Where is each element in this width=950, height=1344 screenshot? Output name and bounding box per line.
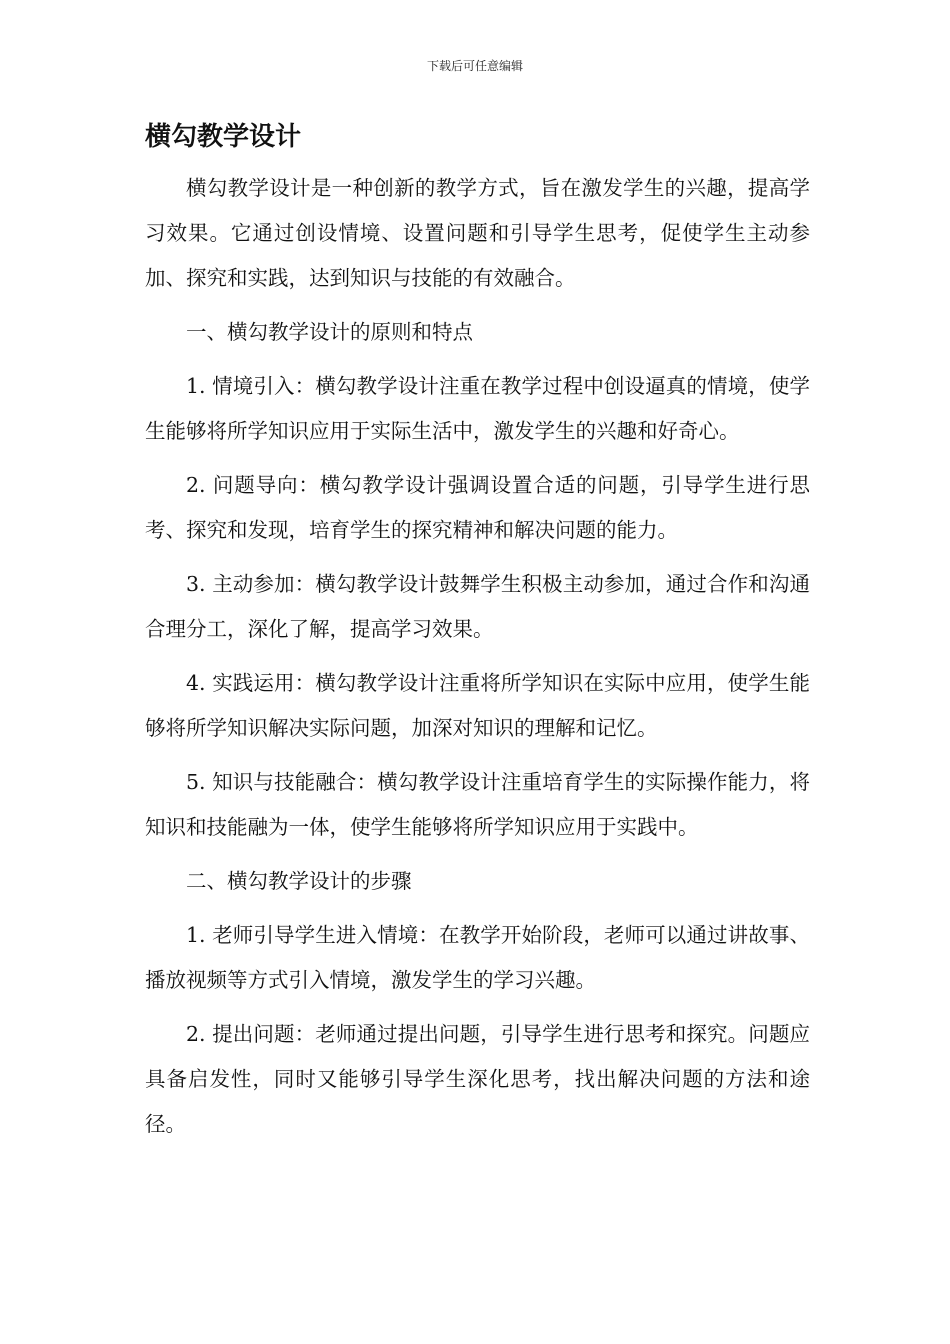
step-item-2: 2. 提出问题：老师通过提出问题，引导学生进行思考和探究。问题应具备启发性，同时又能够引导学生深化思考，找出解决问题的方法和途径。 xyxy=(145,1022,810,1136)
principle-item-4: 4. 实践运用：横勾教学设计注重将所学知识在实际中应用，使学生能够将所学知识解决实际问题，加深对知识的理解和记忆。 xyxy=(145,671,810,740)
section-heading-principles: 一、横勾教学设计的原则和特点 xyxy=(186,320,473,344)
section-heading-steps: 二、横勾教学设计的步骤 xyxy=(186,869,412,893)
document-title: 横勾教学设计 xyxy=(145,122,302,152)
principle-item-3: 3. 主动参加：横勾教学设计鼓舞学生积极主动参加，通过合作和沟通合理分工，深化了解，提高学习效果。 xyxy=(145,572,810,641)
principle-item-5: 5. 知识与技能融合：横勾教学设计注重培育学生的实际操作能力，将知识和技能融为一体，使学生能够将所学知识应用于实践中。 xyxy=(145,770,810,839)
step-item-1: 1. 老师引导学生进入情境：在教学开始阶段，老师可以通过讲故事、播放视频等方式引入情境，激发学生的学习兴趣。 xyxy=(145,923,810,992)
page-header-note: 下载后可任意编辑 xyxy=(426,59,523,73)
principle-item-2: 2. 问题导向：横勾教学设计强调设置合适的问题，引导学生进行思考、探究和发现，培育学生的探究精神和解决问题的能力。 xyxy=(145,473,810,542)
intro-paragraph: 横勾教学设计是一种创新的教学方式，旨在激发学生的兴趣，提高学习效果。它通过创设情境、设置问题和引导学生思考，促使学生主动参加、探究和实践，达到知识与技能的有效融合。 xyxy=(145,176,810,290)
principle-item-1: 1. 情境引入：横勾教学设计注重在教学过程中创设逼真的情境，使学生能够将所学知识应用于实际生活中，激发学生的兴趣和好奇心。 xyxy=(145,374,810,443)
document-body xyxy=(145,166,810,1156)
